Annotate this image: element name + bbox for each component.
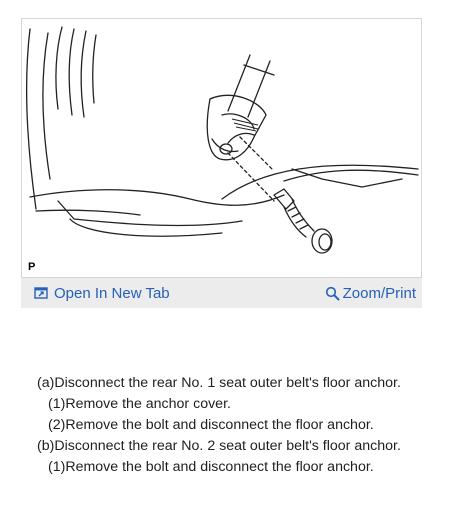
magnifier-icon	[325, 286, 340, 301]
open-new-tab-icon	[34, 286, 48, 300]
step-a: (a)Disconnect the rear No. 1 seat outer belt's floor anchor.	[37, 375, 401, 391]
procedure-steps	[37, 373, 457, 478]
figure-panel	[21, 18, 422, 308]
seat-belt-anchor-illustration	[21, 18, 422, 278]
step-a-2: (2)Remove the bolt and disconnect the floor anchor.	[48, 417, 374, 433]
zoom-print-link[interactable]	[325, 282, 416, 304]
step-b-1: (1)Remove the bolt and disconnect the floor anchor.	[48, 459, 374, 475]
open-in-new-tab-link[interactable]	[34, 282, 170, 304]
figure-label: P	[28, 261, 36, 273]
step-b: (b)Disconnect the rear No. 2 seat outer belt's floor anchor.	[37, 438, 401, 454]
open-in-new-tab-label: Open In New Tab	[54, 284, 170, 302]
figure-link-bar	[21, 278, 422, 308]
zoom-print-label: Zoom/Print	[342, 284, 416, 302]
step-a-1: (1)Remove the anchor cover.	[48, 396, 231, 412]
anchor-line-drawing	[22, 19, 422, 278]
